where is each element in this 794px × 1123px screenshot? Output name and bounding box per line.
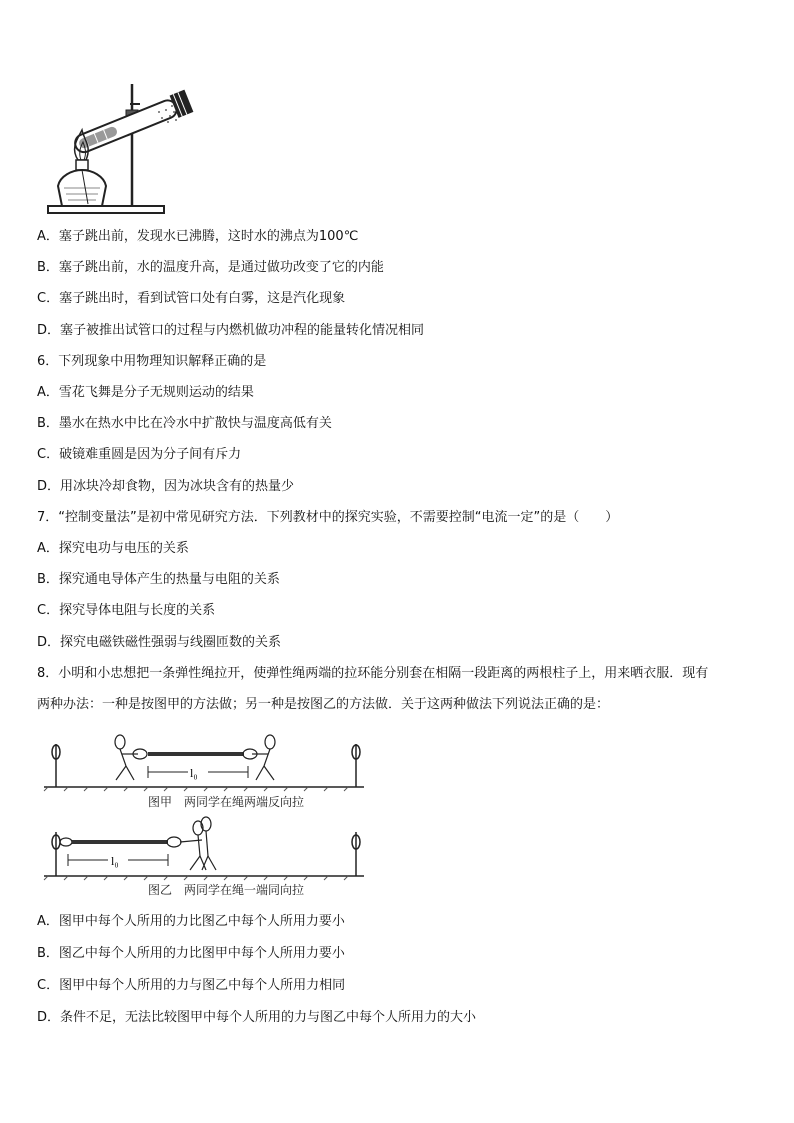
q6-option-d: D．用冰块冷却食物，因为冰块含有的热量少 <box>37 479 295 494</box>
length-label-jia: l₀ <box>190 766 198 780</box>
length-label-yi: l₀ <box>111 854 119 868</box>
q7-option-b: B．探究通电导体产生的热量与电阻的关系 <box>37 572 280 587</box>
q5-option-b: B．塞子跳出前，水的温度升高，是通过做功改变了它的内能 <box>37 260 384 275</box>
q8-option-d: D．条件不足，无法比较图甲中每个人所用的力与图乙中每个人所用力的大小 <box>37 1010 477 1025</box>
q8-option-b: B．图乙中每个人所用的力比图甲中每个人所用力要小 <box>37 946 345 961</box>
rope-pulling-figure <box>38 732 368 900</box>
q7-stem: 7．“控制变量法”是初中常见研究方法．下列教材中的探究实验，不需要控制“电流一定”的是（ ） <box>37 510 619 525</box>
caption-jia: 图甲 两同学在绳两端反向拉 <box>148 795 305 809</box>
q7-option-d: D．探究电磁铁磁性强弱与线圈匝数的关系 <box>37 635 282 650</box>
q7-option-a: A．探究电功与电压的关系 <box>37 541 189 556</box>
q8-option-a: A．图甲中每个人所用的力比图乙中每个人所用力要小 <box>37 914 345 929</box>
q6-option-b: B．墨水在热水中比在冷水中扩散快与温度高低有关 <box>37 416 332 431</box>
q5-option-d: D．塞子被推出试管口的过程与内燃机做功冲程的能量转化情况相同 <box>37 323 425 338</box>
q8-stem-line1: 8．小明和小忠想把一条弹性绳拉开，使弹性绳两端的拉环能分别套在相隔一段距离的两根柱子上，用来晒衣服．现有 <box>37 666 709 681</box>
q6-option-a: A．雪花飞舞是分子无规则运动的结果 <box>37 385 254 400</box>
q8-stem-line2: 两种办法：一种是按图甲的方法做；另一种是按图乙的方法做．关于这两种做法下列说法正确的是： <box>37 697 610 712</box>
q5-option-c: C．塞子跳出时，看到试管口处有白雾，这是汽化现象 <box>37 291 346 306</box>
q6-option-c: C．破镜难重圆是因为分子间有斥力 <box>37 447 242 462</box>
figure-yi <box>44 817 364 897</box>
q6-stem: 6．下列现象中用物理知识解释正确的是 <box>37 354 267 369</box>
figure-jia <box>44 735 364 809</box>
q5-option-a: A．塞子跳出前，发现水已沸腾，这时水的沸点为100℃ <box>37 229 359 244</box>
q7-option-c: C．探究导体电阻与长度的关系 <box>37 603 216 618</box>
q8-option-c: C．图甲中每个人所用的力与图乙中每个人所用力相同 <box>37 978 346 993</box>
test-tube-apparatus-figure <box>44 82 204 218</box>
caption-yi: 图乙 两同学在绳一端同向拉 <box>148 883 305 897</box>
